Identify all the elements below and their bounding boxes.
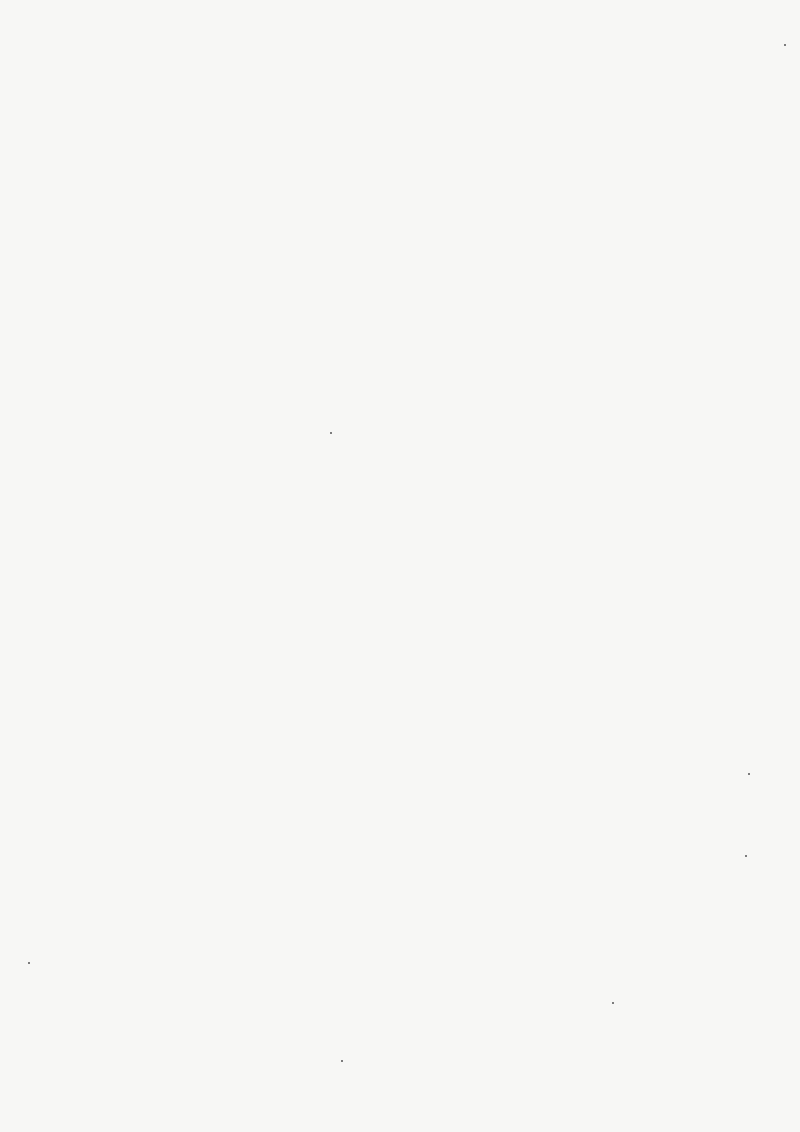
scan-speck: [612, 1002, 614, 1004]
scan-speck: [784, 44, 786, 46]
scan-speck: [330, 432, 332, 434]
scan-speck: [748, 773, 750, 775]
scan-speck: [745, 855, 747, 857]
scan-speck: [28, 962, 30, 964]
scan-speck: [341, 1060, 343, 1062]
